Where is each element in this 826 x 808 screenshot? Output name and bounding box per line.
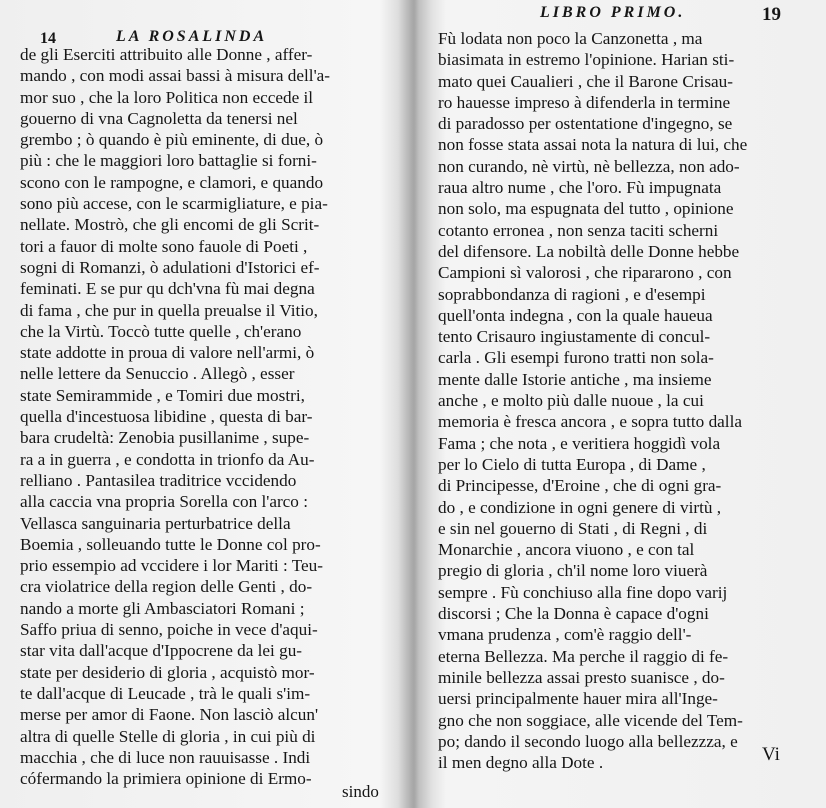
text-line: Monarchie , ancora viuono , e con tal: [438, 540, 695, 560]
text-line: non curando, nè virtù, nè bellezza, non ado-: [438, 156, 740, 176]
text-line: soprabbondanza di ragioni , e d'esempi: [438, 284, 706, 304]
text-line: non fosse stata assai nota la natura di lui, che: [438, 135, 748, 155]
text-line: altra di quelle Stelle di gloria , in cui più di: [20, 726, 316, 746]
page-number: 19: [762, 4, 781, 25]
text-line: raua altro nume , che l'oro. Fù impugnata: [438, 178, 722, 198]
text-line: mato quei Caualieri , che il Barone Crisau-: [438, 71, 733, 91]
text-line: scono con le rampogne, e clamori, e quando: [20, 172, 324, 192]
text-line: uersi principalmente hauer mira all'Inge-: [438, 689, 718, 709]
text-line: sogni di Romanzi, ò adulationi d'Istorici ef-: [20, 257, 320, 277]
text-line: pregio di gloria , ch'il nome loro viuerà: [438, 561, 708, 581]
text-line: merse per amor di Faone. Non lasciò alcun': [20, 705, 319, 725]
right-page: [418, 0, 826, 808]
text-line: state per desiderio di gloria , acquistò mor-: [20, 662, 315, 682]
text-line: po; dando il secondo luogo alla bellezzza, e: [438, 731, 738, 751]
text-line: macchia , che di luce non rauuisasse . Indi: [20, 747, 311, 767]
page-number: 14: [40, 30, 56, 47]
text-line: sono più accese, con le scarmigliature, e pia-: [20, 194, 328, 214]
text-line: quella d'incestuosa libidine , questa di bar-: [20, 407, 313, 427]
text-line: Fù lodata non poco la Canzonetta , ma: [438, 29, 703, 48]
text-line: discorsi ; Che la Donna è capace d'ogni: [438, 604, 709, 624]
text-line: eterna Bellezza. Ma perche il raggio di fe-: [438, 646, 729, 666]
text-line: ra a in guerra , e condotta in trionfo da Au-: [20, 449, 315, 469]
text-line: memoria è fresca ancora , e sopra tutto dalla: [438, 412, 742, 432]
text-line: nelle lettere da Senuccio . Allegò , esser: [20, 364, 295, 384]
text-line: do , e condizione in ogni genere di virtù ,: [438, 497, 722, 517]
text-line: anche , e molto più dalle nuoue , la cui: [438, 391, 704, 411]
text-line: cra violatrice della region delle Genti , do-: [20, 577, 313, 597]
text-line: Campioni sì valorosi , che ripararono , con: [438, 263, 732, 283]
running-head: LIBRO PRIMO.: [540, 4, 686, 21]
text-line: non solo, ma espugnata del tutto , opinione: [438, 199, 734, 219]
text-line: cotanto erronea , non senza taciti scherni: [438, 220, 719, 240]
text-line: Saffo priua di senno, poiche in vece d'aqui-: [20, 620, 318, 640]
text-line: state Semirammide , e Tomiri due mostri,: [20, 385, 305, 405]
text-line: relliano . Pantasilea traditrice vccidendo: [20, 470, 297, 490]
text-line: di Principesse, d'Eroine , che di ogni gra-: [438, 476, 722, 496]
text-line: mente dalle Istorie antiche , ma insieme: [438, 369, 712, 389]
text-line: sempre . Fù conchiuso alla fine dopo varij: [438, 582, 728, 602]
text-line: vmana prudenza , com'è raggio dell'-: [438, 625, 692, 645]
text-line: gno che non soggiace, alle vicende del Tem-: [438, 710, 743, 730]
text-line: prio essempio ad vccidere i lor Mariti : Teu-: [20, 556, 323, 576]
left-page: [0, 0, 408, 808]
text-line: Boemia , solleuando tutte le Donne col pro-: [20, 534, 321, 554]
text-line: gouerno di vna Cagnoletta da tenersi nel: [20, 108, 298, 128]
page-text: [438, 28, 822, 773]
text-line: e sin nel gouerno di Stati , di Regni , di: [438, 518, 708, 538]
text-line: grembo ; ò quando è più eminente, di due, ò: [20, 130, 324, 150]
running-head: LA ROSALINDA: [116, 28, 268, 45]
text-line: te dall'acque di Leucade , trà le quali s'im-: [20, 683, 311, 703]
page-text: [20, 44, 402, 789]
text-line: per lo Cielo di tutta Europa , di Dame ,: [438, 454, 706, 474]
text-line: carla . Gli esempi furono tratti non sola-: [438, 348, 714, 368]
text-line: cófermando la primiera opinione di Ermo-: [20, 769, 312, 789]
text-line: il men degno alla Dote .: [438, 753, 604, 773]
text-line: del difensore. La nobiltà delle Donne hebbe: [438, 241, 740, 261]
catchword: Vi: [762, 744, 780, 765]
text-line: biasimata in estremo l'opinione. Harian sti-: [438, 50, 735, 70]
catchword: sindo: [342, 782, 379, 801]
text-line: Vellasca sanguinaria perturbatrice della: [20, 513, 291, 533]
text-line: di fama , che pur in quella preualse il Vitio,: [20, 300, 318, 320]
text-line: bara crudeltà: Zenobia pusillanime , supe-: [20, 428, 310, 448]
text-line: nando a morte gli Ambasciatori Romani ;: [20, 598, 305, 618]
text-line: nellate. Mostrò, che gli encomi de gli Scrit-: [20, 215, 320, 235]
text-line: feminati. E se pur qu dch'vna fù mai degna: [20, 279, 315, 299]
text-line: tento Crisauro ingiustamente di concul-: [438, 327, 711, 347]
text-line: minile bellezza assai presto suanisce , do-: [438, 667, 725, 687]
text-line: de gli Eserciti attribuito alle Donne , affer-: [20, 45, 313, 64]
text-line: che la Virtù. Toccò tutte quelle , ch'erano: [20, 321, 302, 341]
text-line: tori a fauor di molte sono fauole di Poeti ,: [20, 236, 308, 256]
text-line: Fama ; che nota , e veritiera hoggidì vola: [438, 433, 721, 453]
text-line: state addotte in proua di valore nell'armi, ò: [20, 343, 315, 363]
text-line: quell'onta indegna , con la quale haueua: [438, 305, 713, 325]
text-line: ro hauesse impreso à difenderla in termine: [438, 92, 731, 112]
text-line: alla caccia vna propria Sorella con l'arco :: [20, 492, 308, 512]
text-line: più : che le maggiori loro battaglie si forni-: [20, 151, 317, 171]
text-line: star vita dall'acque d'Ippocrene da lei gu-: [20, 641, 303, 661]
text-line: mor suo , che la loro Politica non eccede il: [20, 87, 314, 107]
text-line: di paradosso per ostentatione d'ingegno, se: [438, 114, 733, 134]
text-line: mando , con modi assai bassi à misura dell'a-: [20, 66, 331, 86]
